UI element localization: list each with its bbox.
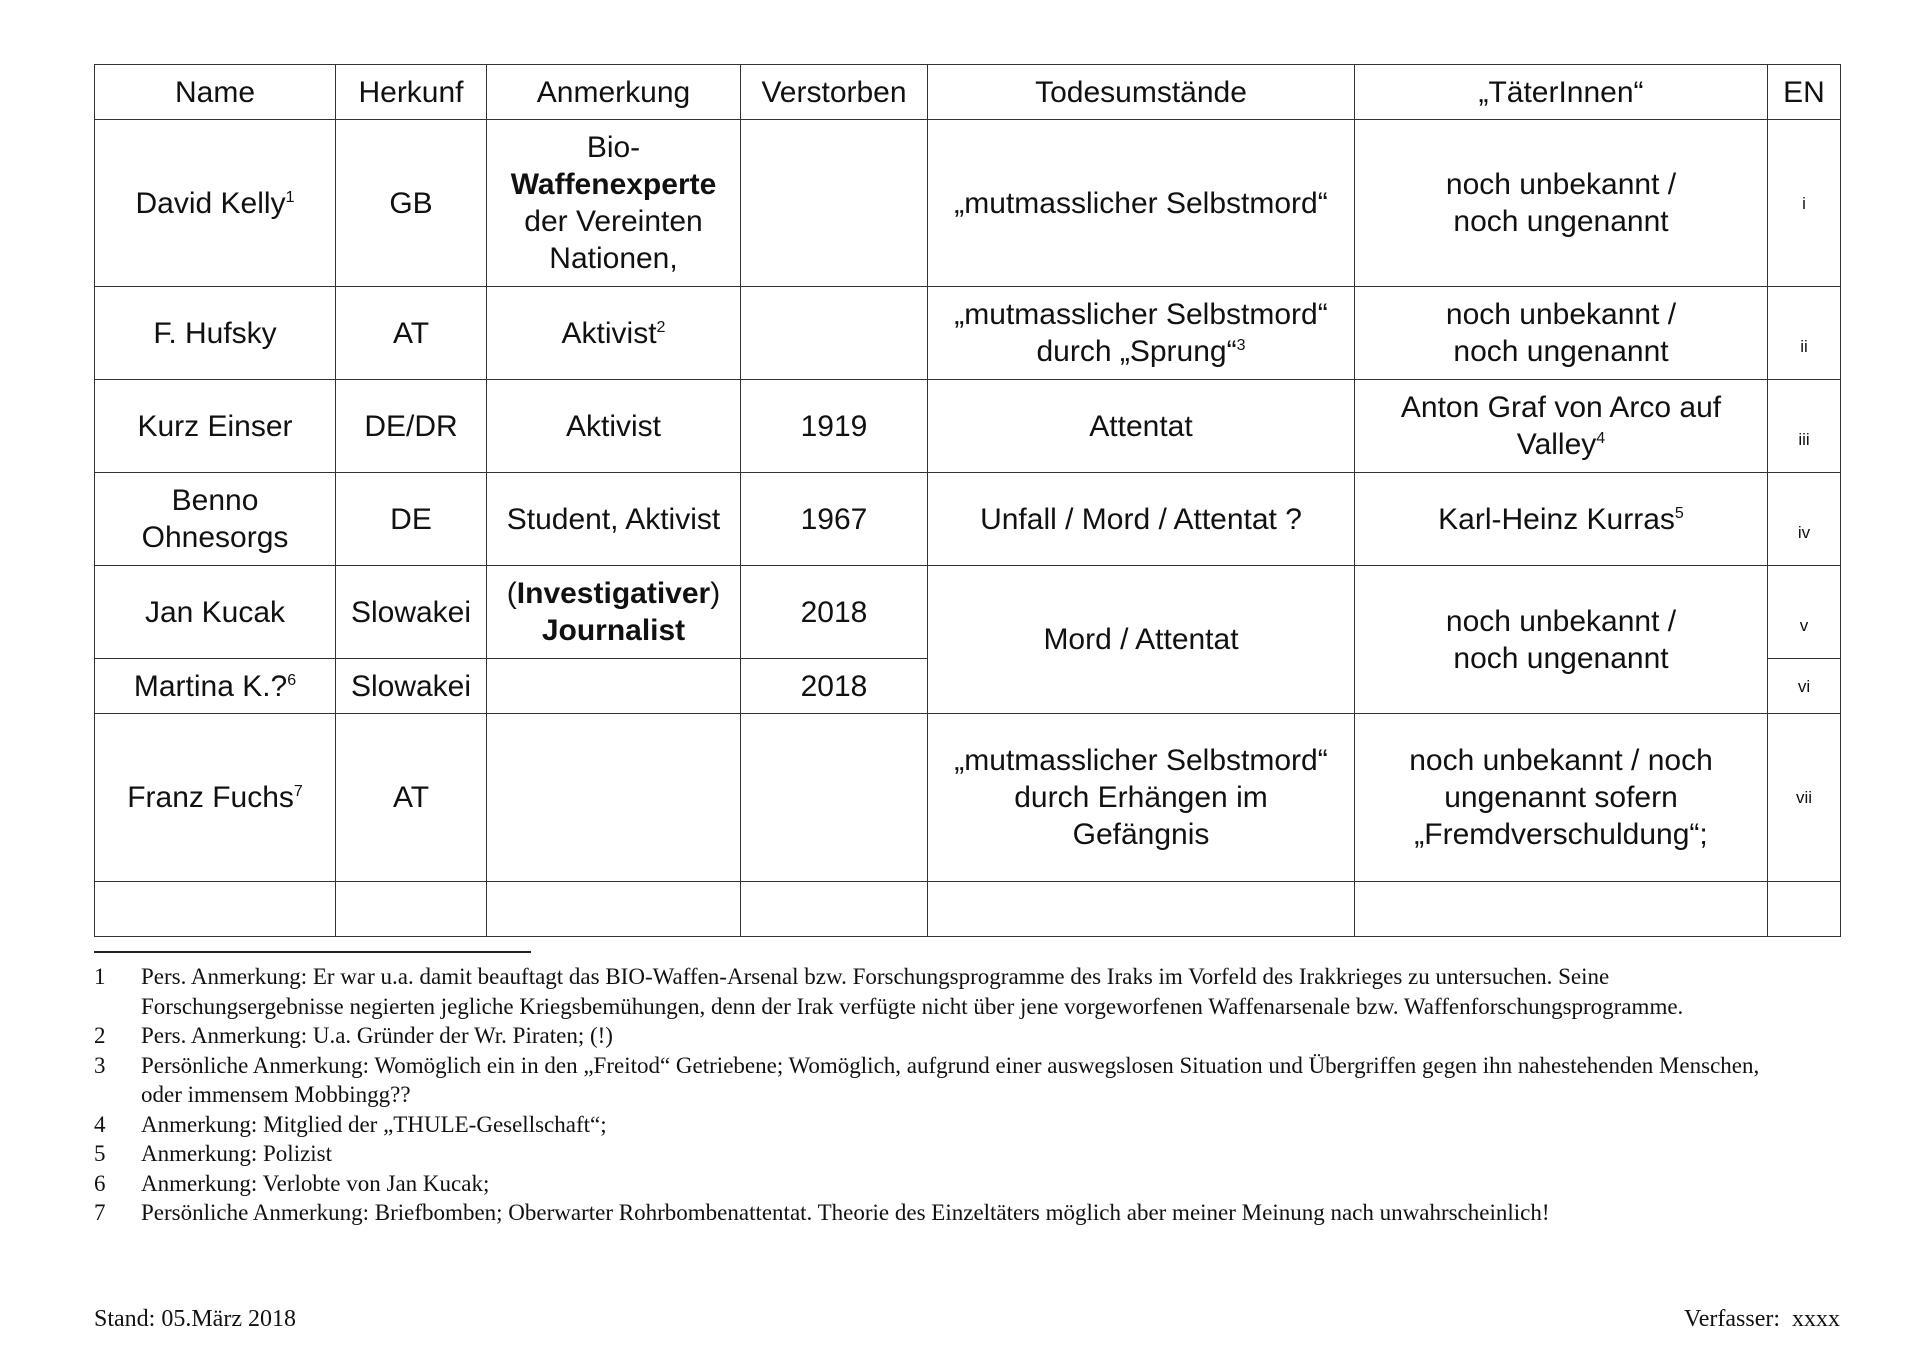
- header-herkunft: Herkunf: [336, 65, 487, 120]
- cell-en: vii: [1768, 714, 1841, 882]
- header-anmerkung: Anmerkung: [487, 65, 741, 120]
- cell-verstorben: 2018: [741, 566, 928, 659]
- footnote: 3 Persönliche Anmerkung: Womöglich ein in den „Freitod“ Getriebene; Womöglich, aufgrund einer auswegslosen Situation und Übergriffen gegen ihn nahestehenden Menschen, oder immensem Mobbingg??: [94, 1052, 1760, 1107]
- cell-anmerkung: Student, Aktivist: [487, 473, 741, 566]
- cell-name: F. Hufsky: [95, 287, 336, 380]
- footnote: 7 Persönliche Anmerkung: Briefbomben; Oberwarter Rohrbombenattentat. Theorie des Einzeltäters möglich aber meiner Meinung nach unwahrscheinlich!: [94, 1200, 1550, 1225]
- cell-herkunft: AT: [336, 287, 487, 380]
- cell-name: Jan Kucak: [95, 566, 336, 659]
- victims-table: [94, 64, 1841, 937]
- table-row: [95, 566, 1841, 659]
- cell-todesumstaende: „mutmasslicher Selbstmord“ durch Erhängen im Gefängnis: [928, 714, 1355, 882]
- cell-taeter: Anton Graf von Arco auf Valley$^4$: [1355, 380, 1768, 473]
- footnote-ref[interactable]: 4: [1596, 430, 1606, 447]
- table-row: [95, 473, 1841, 566]
- cell-taeter: noch unbekannt / noch ungenannt: [1355, 287, 1768, 380]
- cell-verstorben: 2018: [741, 659, 928, 714]
- cell-verstorben: [741, 714, 928, 882]
- cell-todesumstaende: „mutmasslicher Selbstmord“: [928, 120, 1355, 287]
- cell-herkunft: DE: [336, 473, 487, 566]
- header-name: Name: [95, 65, 336, 120]
- table-row: [95, 287, 1841, 380]
- footnote-separator: [94, 951, 531, 953]
- cell-herkunft: GB: [336, 120, 487, 287]
- footnote: 4 Anmerkung: Mitglied der „THULE-Gesellschaft“;: [94, 1111, 607, 1137]
- cell-name: Franz Fuchs$^7$: [95, 714, 336, 882]
- footnote-ref[interactable]: 6: [287, 671, 297, 689]
- cell-en: i: [1768, 120, 1841, 287]
- cell-name: Kurz Einser: [95, 380, 336, 473]
- cell-todesumstaende: Attentat: [928, 380, 1355, 473]
- cell-todesumstaende: Unfall / Mord / Attentat ?: [928, 473, 1355, 566]
- cell-herkunft: DE/DR: [336, 380, 487, 473]
- header-todesumstaende: Todesumstände: [928, 65, 1355, 120]
- footnote: 5 Anmerkung: Polizist: [94, 1141, 333, 1166]
- footnote-ref[interactable]: 2: [656, 318, 666, 336]
- footnote-ref[interactable]: 1: [285, 188, 295, 206]
- cell-taeter: Karl-Heinz Kurras$^5$: [1355, 473, 1768, 566]
- table-header-row: [95, 65, 1841, 120]
- cell-taeter: noch unbekannt / noch ungenannt: [1355, 566, 1768, 714]
- cell-en: iv: [1768, 473, 1841, 566]
- cell-anmerkung: [487, 714, 741, 882]
- cell-herkunft: Slowakei: [336, 659, 487, 714]
- cell-todesumstaende: Mord / Attentat: [928, 566, 1355, 714]
- footnote: 1 Pers. Anmerkung: Er war u.a. damit beauftagt das BIO-Waffen-Arsenal bzw. Forschungsprogramme des Iraks im Vorfeld des Irakkrieges zu untersuchen. Seine Forschungsergebnisse negierten jegliche Kriegsbemühungen, denn der Irak verfügte nicht über jene vorgeworfenen Waffenarsenale bzw. Waffenforschungsprogramme.: [94, 964, 1684, 1019]
- footnote: 2 Pers. Anmerkung: U.a. Gründer der Wr. Piraten; (!): [94, 1023, 613, 1048]
- table-row: [95, 714, 1841, 882]
- cell-en: vi: [1768, 659, 1841, 714]
- cell-verstorben: [741, 120, 928, 287]
- cell-en: v: [1768, 566, 1841, 659]
- table-row: [95, 380, 1841, 473]
- cell-name: Benno Ohnesorgs: [95, 473, 336, 566]
- cell-taeter: noch unbekannt / noch ungenannt sofern „Fremdverschuldung“;: [1355, 714, 1768, 882]
- header-taeter: „TäterInnen“: [1355, 65, 1768, 120]
- cell-en: iii: [1768, 380, 1841, 473]
- footnotes-section: [94, 962, 1794, 1228]
- stand-date: Stand: 05.März 2018: [94, 1306, 296, 1332]
- cell-todesumstaende: „mutmasslicher Selbstmord“ durch „Sprung“$^3$: [928, 287, 1355, 380]
- footnote-ref[interactable]: 5: [1674, 504, 1684, 522]
- cell-taeter: noch unbekannt / noch ungenannt: [1355, 120, 1768, 287]
- cell-verstorben: 1967: [741, 473, 928, 566]
- cell-en: ii: [1768, 287, 1841, 380]
- cell-name: Martina K.?$^6$: [95, 659, 336, 714]
- footnote-ref[interactable]: 3: [1236, 337, 1246, 354]
- cell-anmerkung: (Investigativer) Journalist: [487, 566, 741, 659]
- cell-verstorben: 1919: [741, 380, 928, 473]
- cell-anmerkung: Aktivist$^2$: [487, 287, 741, 380]
- cell-herkunft: Slowakei: [336, 566, 487, 659]
- footnote-ref[interactable]: 7: [293, 783, 303, 800]
- header-en: EN: [1768, 65, 1841, 120]
- empty-table-row: [95, 882, 1841, 937]
- cell-anmerkung: Bio- Waffenexperte der Vereinten Nationen,: [487, 120, 741, 287]
- cell-anmerkung: [487, 659, 741, 714]
- author: Verfasser: xxxx: [1684, 1306, 1840, 1332]
- header-verstorben: Verstorben: [741, 65, 928, 120]
- footnote: 6 Anmerkung: Verlobte von Jan Kucak;: [94, 1170, 490, 1196]
- cell-verstorben: [741, 287, 928, 380]
- cell-anmerkung: Aktivist: [487, 380, 741, 473]
- cell-name: David Kelly$^1$: [95, 120, 336, 287]
- table-row: [95, 120, 1841, 287]
- cell-herkunft: AT: [336, 714, 487, 882]
